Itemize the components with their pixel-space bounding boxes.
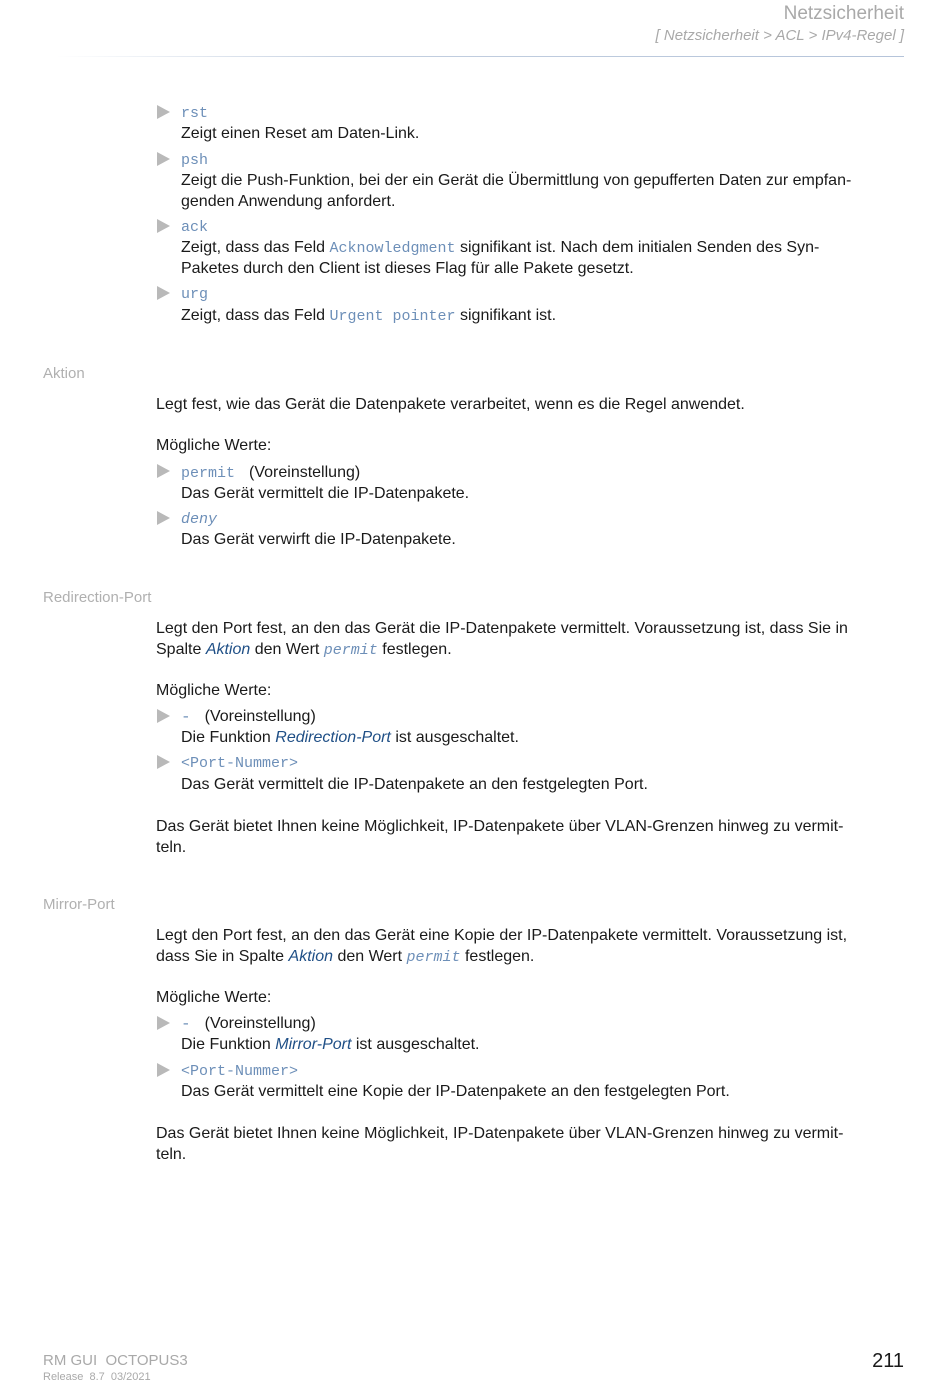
default-tag: (Voreinstellung) xyxy=(249,464,361,481)
header-title: Netzsicherheit xyxy=(783,3,904,24)
text-segment: dass Sie in Spalte xyxy=(156,948,289,965)
text-segment: Die Funktion xyxy=(181,1036,276,1053)
redirection-description-line2 xyxy=(156,639,452,661)
flag-rst-code: rst xyxy=(181,105,209,122)
bullet-triangle-icon xyxy=(157,511,170,525)
text-segment: Spalte xyxy=(156,641,206,658)
text-segment: ist ausgeschaltet. xyxy=(351,1036,480,1053)
mirror-note-line2: teln. xyxy=(156,1146,187,1163)
flag-ack-description-line1 xyxy=(181,237,819,259)
flag-urg-code: urg xyxy=(181,286,209,303)
aktion-values-heading: Mögliche Werte: xyxy=(156,437,272,454)
aktion-description: Legt fest, wie das Gerät die Datenpakete verarbeitet, wenn es die Regel anwendet. xyxy=(156,396,745,413)
bullet-triangle-icon xyxy=(157,1016,170,1030)
flag-psh-description-line1: Zeigt die Push-Funktion, bei der ein Gerät die Übermittlung von gepufferten Daten zur empfan- xyxy=(181,172,852,189)
mirror-description-line2 xyxy=(156,946,534,968)
text-segment: festlegen. xyxy=(377,641,452,658)
mirror-value-port-number: <Port-Nummer> xyxy=(181,1063,299,1080)
bullet-triangle-icon xyxy=(157,152,170,166)
aktion-value-permit-description: Das Gerät vermittelt die IP-Datenpakete. xyxy=(181,485,470,502)
section-label-mirror-port: Mirror-Port xyxy=(43,896,115,913)
mirror-value-off xyxy=(181,1013,316,1035)
text-segment: den Wert xyxy=(250,641,324,658)
flag-urg-description xyxy=(181,305,556,327)
section-label-redirection-port: Redirection-Port xyxy=(43,589,152,606)
flag-rst-description: Zeigt einen Reset am Daten-Link. xyxy=(181,125,420,142)
text-segment: Zeigt, dass das Feld xyxy=(181,307,330,324)
value-code: permit xyxy=(181,465,236,482)
bullet-triangle-icon xyxy=(157,464,170,478)
header-divider xyxy=(56,56,904,57)
field-name: Urgent pointer xyxy=(329,308,456,325)
text-segment: Die Funktion xyxy=(181,729,276,746)
mirror-note-line1: Das Gerät bietet Ihnen keine Möglichkeit, IP-Datenpakete über VLAN-Grenzen hinweg zu vermit- xyxy=(156,1125,844,1142)
bullet-triangle-icon xyxy=(157,755,170,769)
flag-psh-code: psh xyxy=(181,152,209,169)
value-code: - xyxy=(181,1015,191,1033)
bullet-triangle-icon xyxy=(157,1063,170,1077)
field-name: Acknowledgment xyxy=(329,240,456,257)
text-segment: signifikant ist. Nach dem initialen Senden des Syn- xyxy=(455,239,820,256)
text-segment: festlegen. xyxy=(460,948,535,965)
text-segment: Zeigt, dass das Feld xyxy=(181,239,330,256)
redirection-values-heading: Mögliche Werte: xyxy=(156,682,272,699)
default-tag: (Voreinstellung) xyxy=(204,1015,316,1032)
flag-psh-description-line2: genden Anwendung anfordert. xyxy=(181,193,396,210)
aktion-value-permit xyxy=(181,462,360,484)
default-tag: (Voreinstellung) xyxy=(204,708,316,725)
footer-document-name: RM GUI OCTOPUS3 xyxy=(43,1352,188,1369)
mirror-value-port-number-description: Das Gerät vermittelt eine Kopie der IP-Datenpakete an den festgelegten Port. xyxy=(181,1083,730,1100)
redirection-value-port-number: <Port-Nummer> xyxy=(181,755,299,772)
mirror-values-heading: Mögliche Werte: xyxy=(156,989,272,1006)
flag-ack-code: ack xyxy=(181,219,209,236)
value-code: permit xyxy=(406,949,461,966)
redirection-description-line1: Legt den Port fest, an den das Gerät die IP-Datenpakete vermittelt. Voraussetzung ist, dass Sie in xyxy=(156,620,848,637)
column-reference: Aktion xyxy=(288,948,333,965)
aktion-value-deny: deny xyxy=(181,511,218,528)
value-code: permit xyxy=(323,642,378,659)
value-code: - xyxy=(181,708,191,726)
page-number: 211 xyxy=(872,1350,904,1372)
function-reference: Redirection-Port xyxy=(275,729,391,746)
section-label-aktion: Aktion xyxy=(43,365,85,382)
bullet-triangle-icon xyxy=(157,219,170,233)
flag-ack-description-line2: Paketes durch den Client ist dieses Flag für alle Pakete gesetzt. xyxy=(181,260,634,277)
column-reference: Aktion xyxy=(205,641,251,658)
mirror-value-off-description xyxy=(181,1034,480,1055)
text-segment: ist ausgeschaltet. xyxy=(390,729,519,746)
redirection-value-off-description xyxy=(181,727,519,748)
bullet-triangle-icon xyxy=(157,105,170,119)
function-reference: Mirror-Port xyxy=(275,1036,352,1053)
mirror-description-line1: Legt den Port fest, an den das Gerät eine Kopie der IP-Datenpakete vermittelt. Voraussetzung ist, xyxy=(156,927,848,944)
redirection-note-line2: teln. xyxy=(156,839,187,856)
breadcrumb: [ Netzsicherheit > ACL > IPv4-Regel ] xyxy=(655,27,904,44)
text-segment: signifikant ist. xyxy=(455,307,557,324)
footer-release: Release 8.7 03/2021 xyxy=(43,1371,151,1383)
redirection-value-port-number-description: Das Gerät vermittelt die IP-Datenpakete an den festgelegten Port. xyxy=(181,776,648,793)
redirection-value-off xyxy=(181,706,316,728)
bullet-triangle-icon xyxy=(157,709,170,723)
text-segment: den Wert xyxy=(333,948,407,965)
aktion-value-deny-description: Das Gerät verwirft die IP-Datenpakete. xyxy=(181,531,456,548)
bullet-triangle-icon xyxy=(157,286,170,300)
redirection-note-line1: Das Gerät bietet Ihnen keine Möglichkeit, IP-Datenpakete über VLAN-Grenzen hinweg zu vermit- xyxy=(156,818,844,835)
